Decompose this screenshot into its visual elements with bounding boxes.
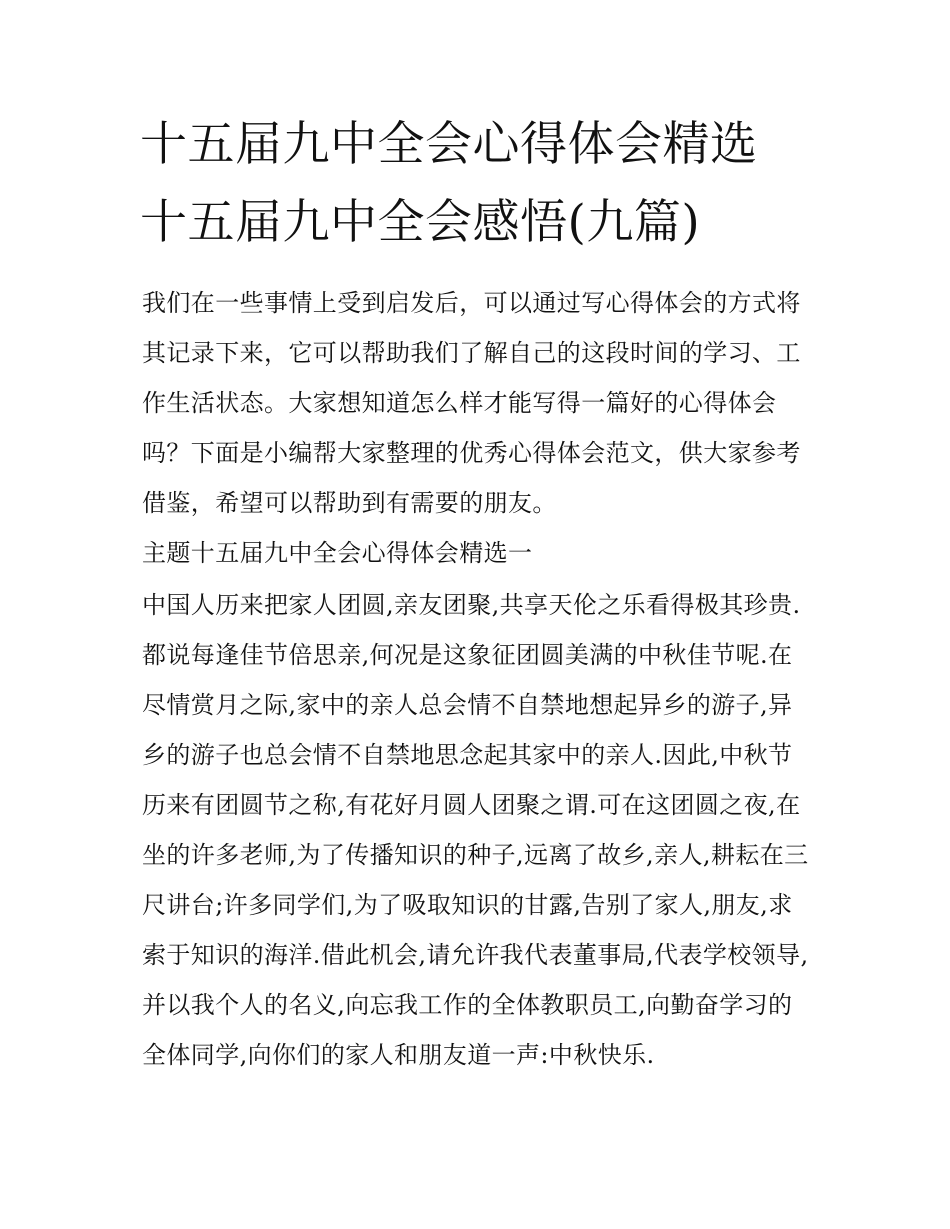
section-heading: 主题十五届九中全会心得体会精选一 bbox=[142, 539, 533, 567]
title-line-2: 十五届九中全会感悟(九篇) bbox=[140, 195, 701, 250]
title-line-1: 十五届九中全会心得体会精选 bbox=[140, 117, 758, 172]
intro-line: 吗？下面是小编帮大家整理的优秀心得体会范文，供大家参考 bbox=[142, 439, 801, 467]
body-line: 都说每逢佳节倍思亲,何况是这象征团圆美满的中秋佳节呢.在 bbox=[142, 641, 793, 669]
body-line: 尽情赏月之际,家中的亲人总会情不自禁地想起异乡的游子,异 bbox=[142, 691, 793, 719]
body-line: 全体同学,向你们的家人和朋友道一声:中秋快乐. bbox=[142, 1041, 655, 1069]
body-line: 历来有团圆节之称,有花好月圆人团聚之谓.可在这团圆之夜,在 bbox=[142, 791, 801, 819]
intro-line: 其记录下来，它可以帮助我们了解自己的这段时间的学习、工 bbox=[142, 339, 801, 367]
intro-line: 借鉴，希望可以帮助到有需要的朋友。 bbox=[142, 489, 557, 517]
body-line: 并以我个人的名义,向忘我工作的全体教职员工,向勤奋学习的 bbox=[142, 991, 793, 1019]
intro-line: 作生活状态。大家想知道怎么样才能写得一篇好的心得体会 bbox=[142, 389, 777, 417]
body-line: 尺讲台;许多同学们,为了吸取知识的甘露,告别了家人,朋友,求 bbox=[142, 891, 793, 919]
intro-line: 我们在一些事情上受到启发后，可以通过写心得体会的方式将 bbox=[142, 289, 801, 317]
body-line: 索于知识的海洋.借此机会,请允许我代表董事局,代表学校领导, bbox=[142, 941, 809, 969]
body-line: 乡的游子也总会情不自禁地思念起其家中的亲人.因此,中秋节 bbox=[142, 741, 793, 769]
body-line: 中国人历来把家人团圆,亲友团聚,共享天伦之乐看得极其珍贵. bbox=[142, 591, 801, 619]
body-line: 坐的许多老师,为了传播知识的种子,远离了故乡,亲人,耕耘在三 bbox=[142, 841, 809, 869]
